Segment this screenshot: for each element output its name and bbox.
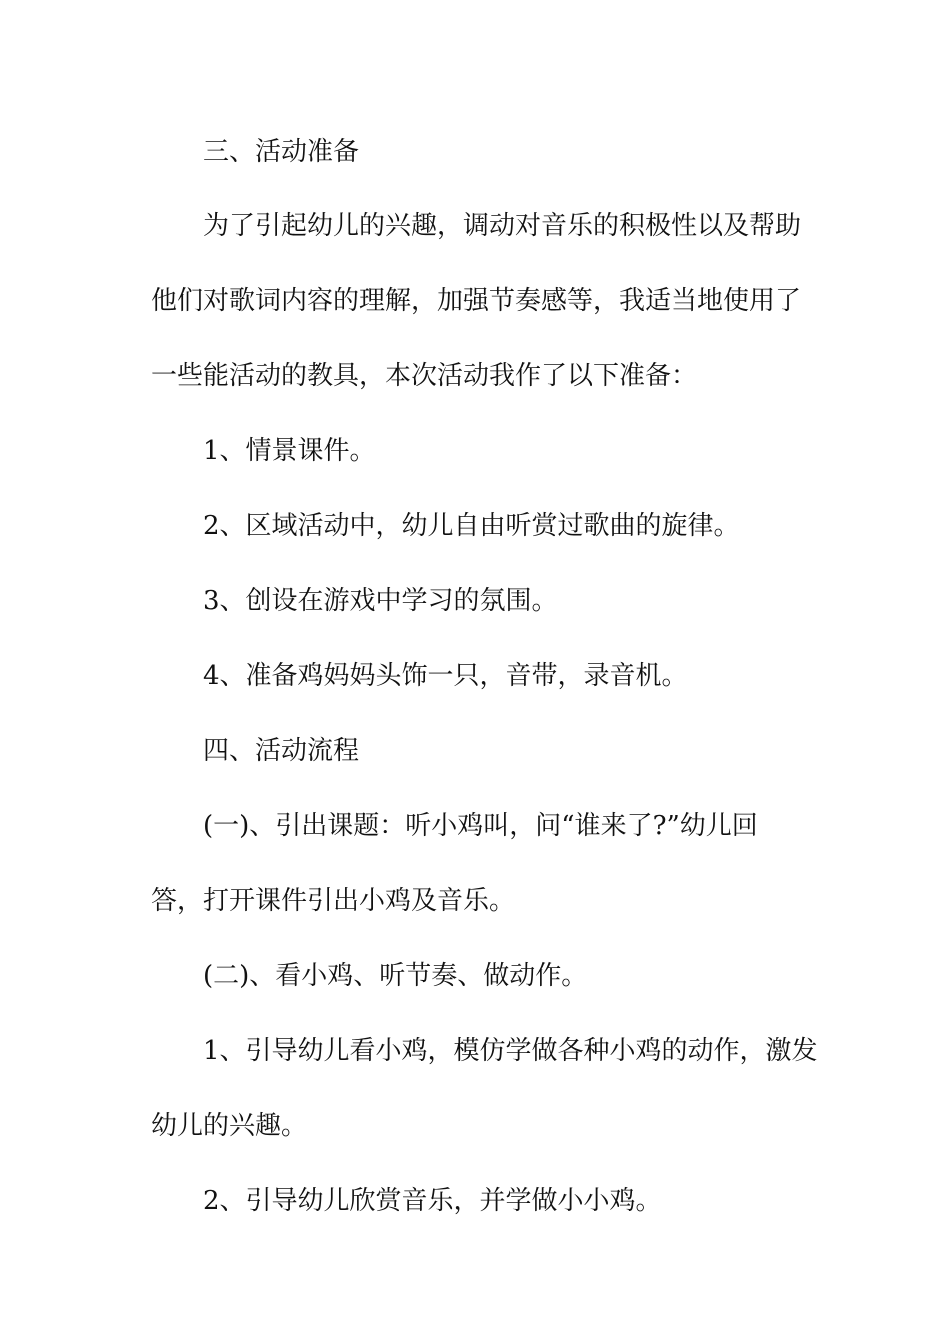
list-item: 2、区域活动中，幼儿自由听赏过歌曲的旋律。 — [203, 511, 740, 541]
paragraph-line: 一些能活动的教具，本次活动我作了以下准备： — [151, 361, 698, 391]
paragraph-line: 他们对歌词内容的理解，加强节奏感等，我适当地使用了 — [151, 286, 802, 316]
list-item: 3、创设在游戏中学习的氛围。 — [203, 586, 558, 616]
subsection-heading: (二)、看小鸡、听节奏、做动作。 — [203, 961, 588, 991]
section-heading-process: 四、活动流程 — [203, 736, 360, 766]
list-item: 1、引导幼儿看小鸡，模仿学做各种小鸡的动作，激发 — [203, 1036, 818, 1066]
section-heading-preparation: 三、活动准备 — [203, 137, 360, 167]
list-item: 4、准备鸡妈妈头饰一只，音带，录音机。 — [203, 661, 688, 691]
list-item: 1、情景课件。 — [203, 436, 376, 466]
paragraph-line: 幼儿的兴趣。 — [151, 1111, 308, 1141]
paragraph-line: (一)、引出课题：听小鸡叫，问“谁来了?”幼儿回 — [203, 811, 758, 841]
paragraph-line: 答，打开课件引出小鸡及音乐。 — [151, 886, 516, 916]
list-item: 2、引导幼儿欣赏音乐，并学做小小鸡。 — [203, 1186, 662, 1216]
paragraph-line: 为了引起幼儿的兴趣，调动对音乐的积极性以及帮助 — [203, 211, 802, 241]
